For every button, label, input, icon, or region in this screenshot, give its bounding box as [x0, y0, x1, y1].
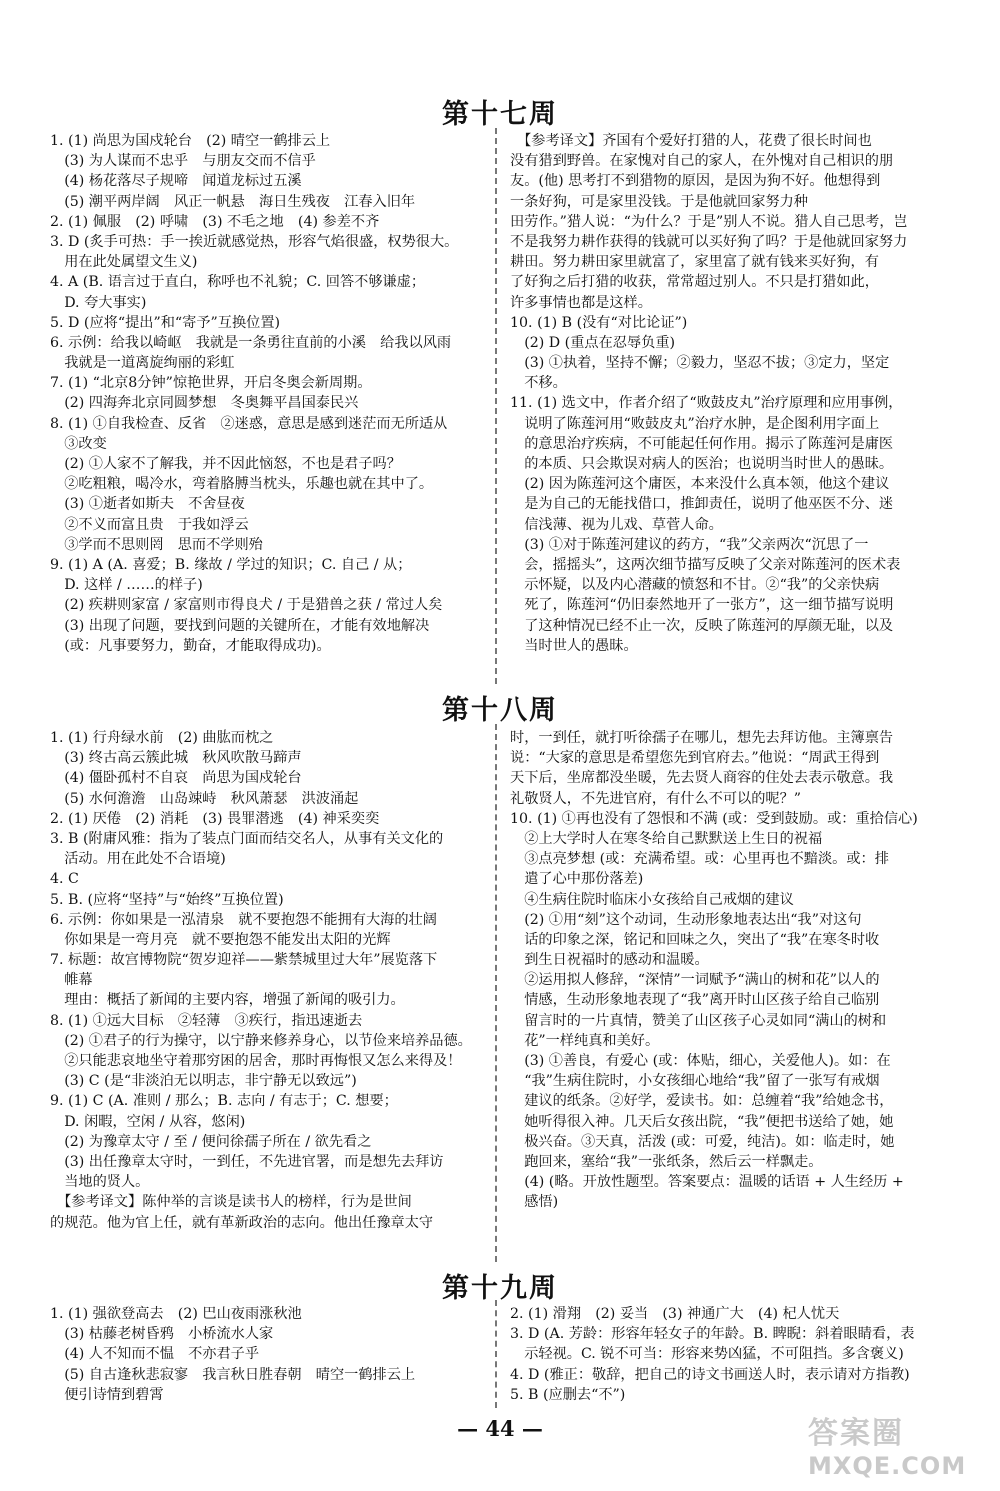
- text-line: 3. D (A. 芳龄：形容年轻女子的年龄。B. 睥睨：斜着眼睛看，表: [510, 1326, 915, 1343]
- text-line: 1. (1) 尚思为国戍轮台 (2) 晴空一鹤排云上: [50, 133, 331, 149]
- text-line: 信浅薄、视为儿戏、草菅人命。: [510, 516, 723, 533]
- text-line: ③学而不思则罔 思而不学则殆: [50, 536, 263, 553]
- text-line: (3) 终古高云簇此城 秋风吹散马蹄声: [50, 750, 302, 767]
- text-line: 8. (1) ①远大目标 ②轻薄 ③疾行，指迅速逝去: [50, 1012, 363, 1029]
- text-line: ③点亮梦想 (或：充满希望。或：心里再也不黯淡。或：排: [510, 851, 889, 868]
- text-line: 5. D (应将“提出”和“寄予”互换位置): [50, 314, 281, 331]
- week-19-left-column: [50, 1304, 482, 1405]
- text-line: 2. (1) 厌倦 (2) 消耗 (3) 畏罪潜逃 (4) 神采奕奕: [50, 810, 380, 827]
- text-line: 她听得很入神。几天后女孩出院，“我”便把书送给了她，她: [510, 1113, 894, 1130]
- text-line: ④生病住院时临床小女孩给自己戒烟的建议: [510, 891, 794, 908]
- text-line: ②上大学时人在寒冬给自己默默送上生日的祝福: [510, 830, 823, 847]
- text-line: 没有猎到野兽。在家愧对自己的家人，在外愧对自己相识的朋: [510, 153, 894, 170]
- text-line: 当地的贤人。: [50, 1174, 150, 1191]
- text-line: 10. (1) ①再也没有了怨恨和不满 (或：受到鼓励。或：重拾信心): [510, 810, 918, 827]
- text-line: D. 这样 / ……的样子): [50, 577, 203, 594]
- text-line: 说：“大家的意思是希望您先到官府去。”他说：“周武王得到: [510, 750, 880, 767]
- text-line: 话的印象之深，铭记和回味之久，突出了“我”在寒冬时收: [510, 931, 880, 948]
- text-line: (3) 出任豫章太守时，一到任，不先进官署，而是想先去拜访: [50, 1153, 444, 1170]
- text-line: 感悟): [510, 1194, 559, 1211]
- text-line: 是为自己的无能找借口，推卸责任，说明了他巫医不分、迷: [510, 496, 894, 513]
- text-line: 跑回来，塞给“我”一张纸条，然后云一样飘走。: [510, 1153, 823, 1170]
- text-line: ②运用拟人修辞，“深情”一词赋予“满山的树和花”以人的: [510, 972, 880, 989]
- text-line: 了好狗之后打猎的收获，常常超过别人。不只是打猎如此，: [510, 274, 879, 291]
- text-line: 死了，陈莲河“仍旧泰然地开了一张方”，这一细节描写说明: [510, 597, 894, 614]
- text-line: 4. C: [50, 871, 79, 888]
- text-line: (2) ①用“刻”这个动词，生动形象地表达出“我”对这句: [510, 911, 862, 928]
- text-line: 会，摇摇头”，这两次细节描写反映了父亲对陈莲河的医术表: [510, 556, 901, 573]
- text-line: 4. D (雅正：敬辞，把自己的诗文书画送人时，表示请对方指教): [510, 1366, 910, 1383]
- text-line: 用在此处属望文生义): [50, 254, 198, 271]
- text-line: D. 闲暇，空闲 / 从容，悠闲): [50, 1113, 246, 1130]
- watermark-bottom: MXQE.COM: [808, 1452, 967, 1480]
- column-divider: [495, 1300, 497, 1408]
- week-18-right-column: [510, 728, 970, 1213]
- text-line: (5) 水何澹澹 山岛竦峙 秋风萧瑟 洪波涌起: [50, 790, 359, 807]
- text-line: 活动。用在此处不合语境): [50, 851, 226, 868]
- text-line: 一条好狗，可是家里没钱。于是他就回家努力种: [510, 193, 808, 210]
- column-divider: [495, 128, 497, 684]
- text-line: 9. (1) C (A. 准则 / 那么；B. 志向 / 有志于；C. 想要；: [50, 1093, 398, 1110]
- text-line: (3) 枯藤老树昏鸦 小桥流水人家: [50, 1326, 274, 1343]
- text-line: (3) 为人谋而不忠乎 与朋友交而不信乎: [50, 153, 316, 170]
- text-line: (2) D (重点在忍辱负重): [510, 334, 676, 351]
- text-line: (3) 出现了问题，要找到问题的关键所在，才能有效地解决: [50, 617, 430, 634]
- week-17-left-column: [50, 131, 482, 656]
- text-line: 的意思治疗疾病，不可能起任何作用。揭示了陈莲河是庸医: [510, 435, 894, 452]
- text-line: 5. B (应删去“不”): [510, 1386, 626, 1403]
- text-line: 建议的纸条。②好学，爱读书。如：总缠着“我”给她念书，: [510, 1093, 894, 1110]
- text-line: (2) ①人家不了解我，并不因此恼怒，不也是君子吗？: [50, 456, 401, 472]
- text-line: (2) 因为陈莲河这个庸医，本来没什么真本领，他这个建议: [510, 476, 890, 493]
- week-19-title: 第十九周: [442, 1273, 558, 1304]
- text-line: 田劳作。”猎人说：“为什么？于是”别人不说。猎人自己思考，岂: [510, 213, 908, 230]
- text-line: 花”一样纯真和美好。: [510, 1032, 660, 1049]
- text-line: (或：凡事要努力，勤奋，才能取得成功)。: [50, 637, 331, 654]
- text-line: (2) 四海奔北京同圆梦想 冬奥舞平昌国泰民兴: [50, 395, 359, 412]
- text-line: ②吃粗粮，喝冷水，弯着胳膊当枕头，乐趣也就在其中了。: [50, 476, 434, 493]
- text-line: 9. (1) A (A. 喜爱；B. 缘故 / 学过的知识；C. 自己 / 从；: [50, 556, 412, 573]
- text-line: (2) ①君子的行为操守，以宁静来修养身心，以节俭来培养品德。: [50, 1032, 472, 1049]
- text-line: 2. (1) 滑翔 (2) 妥当 (3) 神通广大 (4) 杞人忧天: [510, 1306, 840, 1322]
- text-line: 8. (1) ①自我检查、反省 ②迷惑，意思是感到迷茫而无所适从: [50, 415, 448, 432]
- text-line: 7. (1) “北京8分钟”惊艳世界，开启冬奥会新周期。: [50, 375, 372, 392]
- text-line: 7. 标题：故宫博物院“贺岁迎祥——紫禁城里过大年”展览落下: [50, 952, 438, 969]
- text-line: 1. (1) 强欲登高去 (2) 巴山夜雨涨秋池: [50, 1306, 302, 1322]
- text-line: 留言时的一片真情，赞美了山区孩子心灵如同“满山的树和: [510, 1012, 887, 1029]
- text-line: 你如果是一弯月亮 就不要抱怨不能发出太阳的光辉: [50, 931, 391, 948]
- text-line: “我”生病住院时，小女孩细心地给“我”留了一张写有戒烟: [510, 1073, 880, 1090]
- text-line: 遣了心中那份落差): [510, 871, 644, 888]
- text-line: 当时世人的愚昧。: [510, 637, 638, 654]
- text-line: 天下后，坐席都没坐暖，先去贤人商容的住处去表示敬意。我: [510, 770, 894, 787]
- text-line: 4. A (B. 语言过于直白，称呼也不礼貌；C. 回答不够谦虚；: [50, 274, 426, 291]
- text-line: 6. 示例：给我以崎岖 我就是一条勇往直前的小溪 给我以风雨: [50, 334, 452, 351]
- text-line: 【参考译文】齐国有个爱好打猎的人，花费了很长时间也: [510, 133, 872, 149]
- watermark-logo: [808, 1408, 988, 1486]
- text-line: (3) C (是“非淡泊无以明志，非宁静无以致远”): [50, 1073, 357, 1090]
- week-18-title: 第十八周: [442, 695, 558, 726]
- text-line: (3) ①对于陈莲河建议的药方，“我”父亲两次“沉思了一: [510, 536, 869, 553]
- text-line: 的本质、只会欺误对病人的医治；也说明当时世人的愚昧。: [510, 456, 894, 472]
- text-line: (5) 自古逢秋悲寂寥 我言秋日胜春朝 晴空一鹤排云上: [50, 1366, 416, 1383]
- text-line: 我就是一道离旋绚丽的彩虹: [50, 355, 235, 372]
- week-18-left-column: [50, 728, 482, 1233]
- watermark-top: 答案圈: [808, 1416, 904, 1451]
- text-line: 理由：概括了新闻的主要内容，增强了新闻的吸引力。: [50, 992, 405, 1009]
- text-line: 的规范。他为官上任，就有革新政治的志向。他出任豫章太守: [50, 1214, 434, 1231]
- text-line: (3) ①善良，有爱心 (或：体贴，细心，关爱他人)。如：在: [510, 1053, 891, 1069]
- text-line: 示怀疑，以及内心潜藏的愤怒和不甘。②“我”的父亲快病: [510, 577, 880, 594]
- text-line: 6. 示例：你如果是一泓清泉 就不要抱怨不能拥有大海的壮阔: [50, 911, 437, 928]
- text-line: (2) 为豫章太守 / 至 / 便问徐孺子所在 / 欲先看之: [50, 1133, 372, 1150]
- text-line: 到生日祝福时的感动和温暖。: [510, 952, 709, 969]
- text-line: 耕田。努力耕田家里就富了，家里富了就有钱来买好狗，有: [510, 254, 879, 271]
- text-line: (5) 潮平两岸阔 风正一帆悬 海日生残夜 江春入旧年: [50, 193, 416, 210]
- text-line: ②只能悲哀地坐守着那穷困的居舍，那时再悔恨又怎么来得及！: [50, 1053, 462, 1069]
- text-line: (3) ①逝者如斯夫 不舍昼夜: [50, 496, 245, 513]
- text-line: ③改变: [50, 435, 107, 452]
- text-line: 不是我努力耕作获得的钱就可以买好狗了吗？于是他就回家努力: [510, 233, 908, 250]
- text-line: 友。(他) 思考打不到猎物的原因，是因为狗不好。他想得到: [510, 173, 881, 190]
- text-line: 时，一到任，就打听徐孺子在哪儿，想先去拜访他。主簿禀告: [510, 730, 894, 746]
- text-line: 极兴奋。③天真，活泼 (或：可爱，纯洁)。如：临走时，她: [510, 1133, 895, 1150]
- text-line: 3. B (附庸风雅：指为了装点门面而结交名人，从事有关文化的: [50, 830, 444, 847]
- text-line: 10. (1) B (没有“对比论证”): [510, 314, 688, 331]
- text-line: 帷幕: [50, 972, 93, 989]
- text-line: ②不义而富且贵 于我如浮云: [50, 516, 249, 533]
- text-line: (4) (略。开放性题型。答案要点：温暖的话语 + 人生经历 +: [510, 1174, 904, 1191]
- page-number: — 44 —: [457, 1416, 543, 1441]
- text-line: (2) 疾耕则家富 / 家富则市得良犬 / 于是猎兽之获 / 常过人矣: [50, 597, 443, 614]
- text-line: 便引诗情到碧霄: [50, 1386, 164, 1403]
- text-line: (3) ①执着，坚持不懈；②毅力，坚忍不拔；③定力，坚定: [510, 355, 890, 372]
- week-19-right-column: [510, 1304, 970, 1405]
- text-line: D. 夸大事实): [50, 294, 147, 311]
- text-line: 礼敬贤人，不先进官府，有什么不可以的呢？”: [510, 790, 802, 807]
- text-line: 1. (1) 行舟绿水前 (2) 曲肱而枕之: [50, 730, 274, 746]
- text-line: 示轻视。C. 锐不可当：形容来势凶猛，不可阻挡。多含褒义): [510, 1346, 904, 1363]
- week-17-title: 第十七周: [442, 99, 558, 130]
- text-line: 2. (1) 佩服 (2) 呼啸 (3) 不毛之地 (4) 参差不齐: [50, 213, 380, 230]
- text-line: 说明了陈莲河用“败鼓皮丸”治疗水肿，是企图利用字面上: [510, 415, 880, 432]
- text-line: 11. (1) 选文中，作者介绍了“败鼓皮丸”治疗原理和应用事例，: [510, 395, 903, 412]
- text-line: 不移。: [510, 375, 567, 392]
- text-line: (4) 杨花落尽子规啼 闻道龙标过五溪: [50, 173, 302, 190]
- text-line: 许多事情也都是这样。: [510, 294, 652, 311]
- week-17-right-column: [510, 131, 970, 656]
- column-divider: [495, 724, 497, 1262]
- text-line: (4) 人不知而不愠 不亦君子乎: [50, 1346, 260, 1363]
- text-line: 3. D (炙手可热：手一挨近就感觉热，形容气焰很盛，权势很大。: [50, 233, 459, 250]
- text-line: 情感，生动形象地表现了“我”离开时山区孩子给自己临别: [510, 992, 880, 1009]
- text-line: (4) 僵卧孤村不自哀 尚思为国戍轮台: [50, 770, 302, 787]
- text-line: 5. B. (应将“坚持”与“始终”互换位置): [50, 891, 284, 908]
- text-line: 【参考译文】陈仲举的言谈是读书人的榜样，行为是世间: [50, 1194, 412, 1211]
- text-line: 了这种情况已经不止一次，反映了陈莲河的厚颜无耻，以及: [510, 617, 894, 634]
